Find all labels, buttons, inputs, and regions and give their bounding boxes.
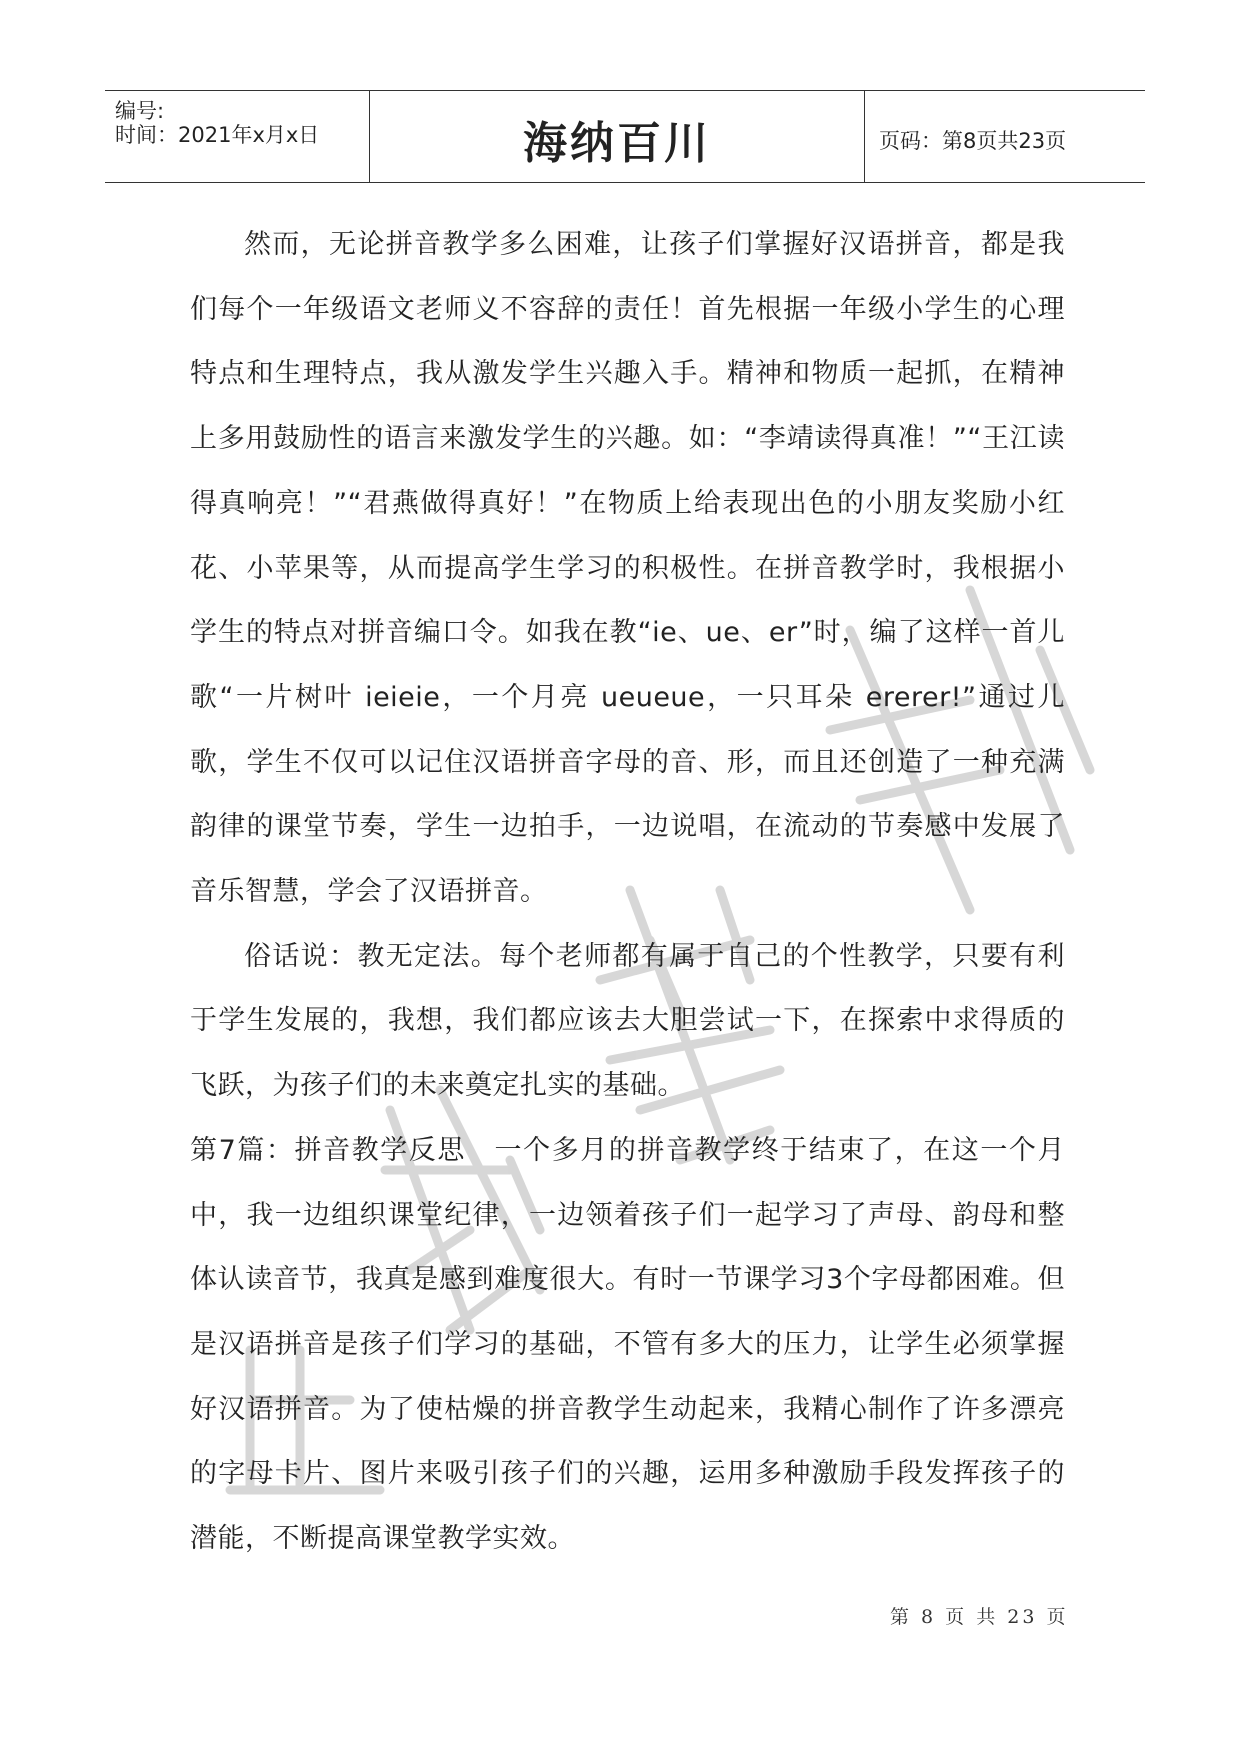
- serial-number-label: 编号:: [115, 99, 165, 123]
- page-footer: 第 8 页 共 23 页: [890, 1606, 1069, 1628]
- document-header: [105, 90, 1145, 183]
- paragraph: 俗话说：教无定法。每个老师都有属于自己的个性教学，只要有利于学生发展的，我想，我们都应该去大胆尝试一下，在探索中求得质的飞跃，为孩子们的未来奠定扎实的基础。: [190, 940, 1065, 1102]
- page-info: 页码：第8页共23页: [879, 129, 1067, 153]
- header-page-cell: [865, 91, 1145, 182]
- paragraph: 然而，无论拼音教学多么困难，让孩子们掌握好汉语拼音，都是我们每个一年级语文老师义不容辞的责任！首先根据一年级小学生的心理特点和生理特点，我从激发学生兴趣入手。精神和物质一起抓，在精神上多用鼓励性的语言来激发学生的兴趣。如：“李靖读得真准！”“王江读得真响亮！”“君燕做得真好！”在物质上给表现出色的小朋友奖励小红花、小苹果等，从而提高学生学习的积极性。在拼音教学时，我根据小学生的特点对拼音编口令。如我在教“ie、ue、er”时，编了这样一首儿歌“一片树叶 ieieie，一个月亮 ueueue，一只耳朵 ererer!”通过儿歌，学生不仅可以记住汉语拼音字母的音、形，而且还创造了一种充满韵律的课堂节奏，学生一边拍手，一边说唱，在流动的节奏感中发展了音乐智慧，学会了汉语拼音。: [190, 229, 1065, 908]
- section-paragraph: 第7篇：拼音教学反思 一个多月的拼音教学终于结束了，在这一个月中，我一边组织课堂纪律，一边领着孩子们一起学习了声母、韵母和整体认读音节，我真是感到难度很大。有时一节课学习3个字母都困难。但是汉语拼音是孩子们学习的基础，不管有多大的压力，让学生必须掌握好汉语拼音。为了使枯燥的拼音教学生动起来，我精心制作了许多漂亮的字母卡片、图片来吸引孩子们的兴趣，运用多种激励手段发挥孩子的潜能，不断提高课堂教学实效。: [190, 1134, 1065, 1555]
- document-title: 海纳百川: [523, 118, 711, 169]
- header-meta-cell: [105, 91, 370, 182]
- header-title-cell: [370, 91, 865, 182]
- date-label: 时间：2021年x月x日: [115, 123, 320, 147]
- article-body: [190, 213, 1065, 1572]
